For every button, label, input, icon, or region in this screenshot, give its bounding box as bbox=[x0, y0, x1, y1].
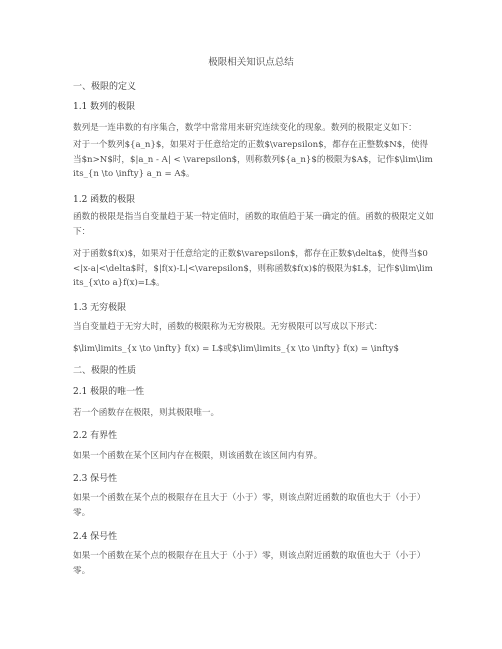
paragraph-1-1-b: 对于一个数列${a_n}$，如果对于任意给定的正数$\varepsilon$，都存在正整数$N$，使得当$n>N$时，$|a_n - A| < \varepsilon$，则称数列${a_n}$的极限为$A$，记作$\lim\limits_{n \to \infty} a_n = A$。 bbox=[73, 140, 433, 179]
subsection-title-1-3: 1.3 无穷极限 bbox=[73, 303, 127, 313]
paragraph-2-1: 若一个函数存在极限，则其极限唯一。 bbox=[73, 408, 220, 418]
document-title: 极限相关知识点总结 bbox=[208, 57, 294, 68]
subsection-title-1-1: 1.1 数列的极限 bbox=[73, 102, 136, 112]
section-heading-1: 一、极限的定义 bbox=[73, 82, 137, 92]
paragraph-1-2-b: 对于函数$f(x)$，如果对于任意给定的正数$\varepsilon$，都存在正数$\delta$，使得当$0<|x-a|<\delta$时，$|f(x)-L|<\varepsilon$，则称函数$f(x)$的极限为$L$，记作$\lim\limits_{x\to a}f(x)=L$。 bbox=[73, 249, 433, 288]
paragraph-2-2: 如果一个函数在某个区间内存在极限，则该函数在该区间内有界。 bbox=[73, 451, 323, 461]
paragraph-2-3: 如果一个函数在某个点的极限存在且大于（小于）零，则该点附近函数的取值也大于（小于）零。 bbox=[73, 493, 426, 518]
paragraph-1-2-a: 函数的极限是指当自变量趋于某一特定值时，函数的取值趋于某一确定的值。函数的极限定义如下： bbox=[73, 212, 434, 237]
subsection-title-2-4: 2.4 保号性 bbox=[73, 532, 118, 542]
subsection-title-1-2: 1.2 函数的极限 bbox=[73, 195, 136, 205]
paragraph-1-1-a: 数列是一连串数的有序集合，数学中常常用来研究连续变化的现象。数列的极限定义如下： bbox=[73, 123, 417, 133]
subsection-title-2-1: 2.1 极限的唯一性 bbox=[73, 387, 145, 397]
paragraph-1-3-b: $\lim\limits_{x \to \infty} f(x) = L$或$\lim\limits_{x \to \infty} f(x) = \infty$ bbox=[73, 344, 399, 354]
subsection-title-2-3: 2.3 保号性 bbox=[73, 474, 118, 484]
paragraph-2-4: 如果一个函数在某个点的极限存在且大于（小于）零，则该点附近函数的取值也大于（小于）零。 bbox=[73, 551, 426, 576]
paragraph-1-3-a: 当自变量趋于无穷大时，函数的极限称为无穷极限。无穷极限可以写成以下形式： bbox=[73, 322, 383, 332]
subsection-title-2-2: 2.2 有界性 bbox=[73, 431, 118, 441]
section-heading-2: 二、极限的性质 bbox=[73, 366, 137, 376]
